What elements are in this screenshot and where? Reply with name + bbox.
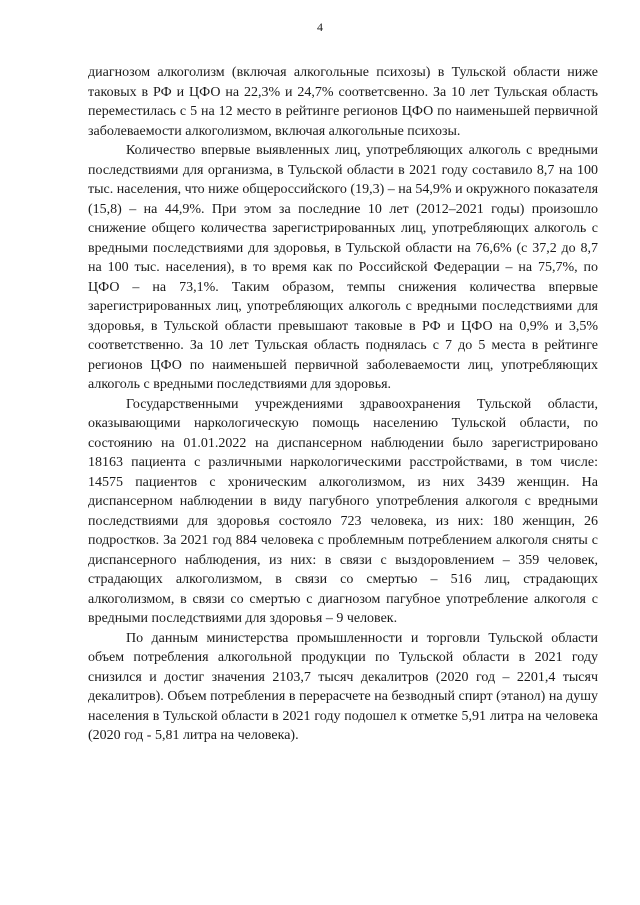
paragraph-dispensary-observation: Государственными учреждениями здравоохранения Тульской области, оказывающими наркологическую помощь населению Тульской области, по состоянию на 01.01.2022 на диспансерном наблюдении было зарегистрировано 18163 пациента с различными наркологическими расстройствами, в том числе: 14575 пациентов с хроническим алкоголизмом, из них 3439 женщин. На диспансерном наблюдении в виду пагубного употребления алкоголя с вредными последствиями для здоровья состояло 723 человека, из них: 180 женщин, 26 подростков. За 2021 год 884 человека с проблемным потреблением алкоголя сняты с диспансерного наблюдения, из них: в связи с выздоровлением – 359 человек, страдающих алкоголизмом, в связи со смертью – 516 лиц, страдающих алкоголизмом, в связи со смертью с диагнозом пагубное употребление алкоголя с вредными последствиями для здоровья – 9 человек.	[88, 396, 598, 626]
page-number: 4	[317, 20, 323, 34]
paragraph-alcoholism-continuation: диагнозом алкоголизм (включая алкогольные психозы) в Тульской области ниже таковых в РФ и ЦФО на 22,3% и 24,7% соответсвенно. За 10 лет Тульская область переместилась с 5 на 12 место в рейтинге регионов ЦФО по наименьшей первичной заболеваемости алкоголизмом, включая алкогольные психозы.	[88, 65, 598, 139]
document-body	[88, 63, 598, 746]
paragraph-alcohol-consumption: По данным министерства промышленности и торговли Тульской области объем потребления алкогольной продукции по Тульской области в 2021 году снизился и достиг значения 2103,7 тысяч декалитров (2020 год – 2201,4 тысяч декалитров). Объем потребления в перерасчете на безводный спирт (этанол) на душу населения в Тульской области в 2021 году подошел к отметке 5,91 литра на человека (2020 год - 5,81 литра на человека).	[88, 630, 598, 743]
paragraph-first-registered: Количество впервые выявленных лиц, употребляющих алкоголь с вредными последствиями для организма, в Тульской области в 2021 году составило 8,7 на 100 тыс. населения, что ниже общероссийского (19,3) – на 54,9% и окружного показателя (15,8) – на 44,9%. При этом за последние 10 лет (2012–2021 годы) произошло снижение общего количества зарегистрированных лиц, употребляющих алкоголь с вредными последствиями для здоровья, в Тульской области на 76,6% (с 37,2 до 8,7 на 100 тыс. населения), в то время как по Российской Федерации – на 75,7%, по ЦФО – на 73,1%. Таким образом, темпы снижения количества впервые зарегистрированных лиц, употребляющих алкоголь с вредными последствиями для здоровья, в Тульской области превышают таковые в РФ и ЦФО на 0,9% и 3,5% соответственно. За 10 лет Тульская область поднялась с 7 до 5 места в рейтинге регионов ЦФО по наименьшей первичной заболеваемости лиц, употребляющих алкоголь с вредными последствиями для здоровья.	[88, 143, 599, 392]
